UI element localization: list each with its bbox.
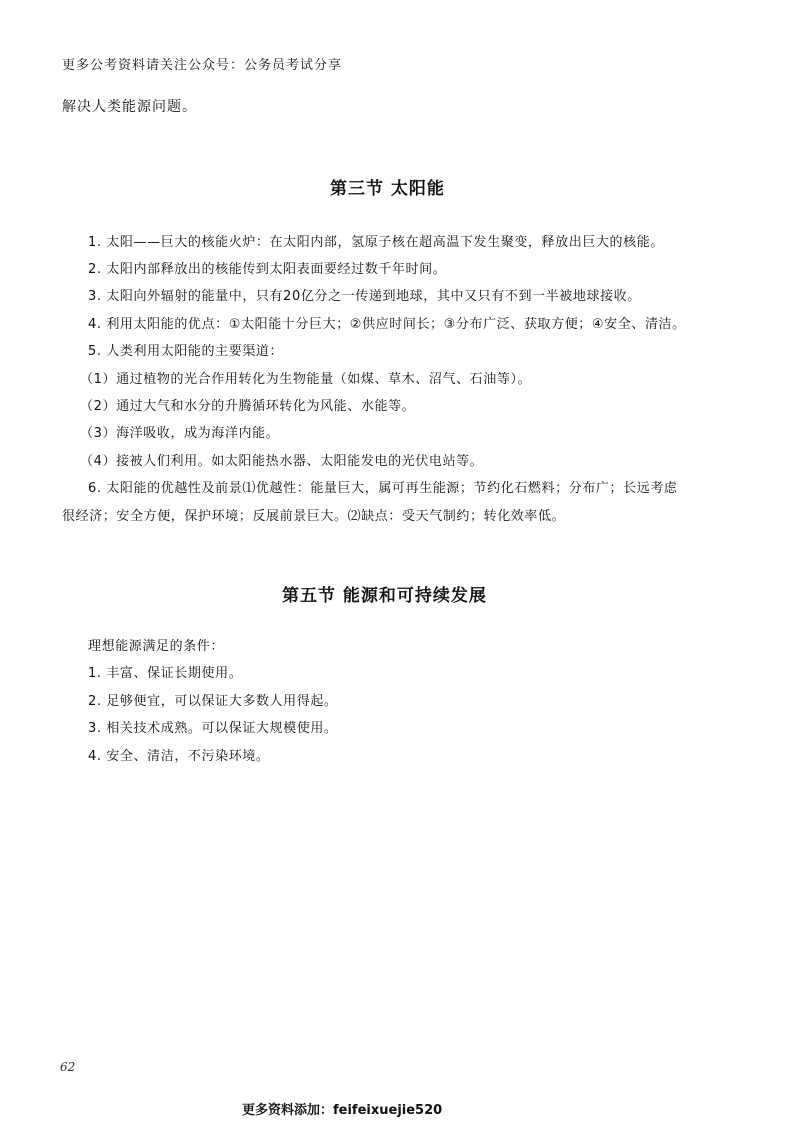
section-title-energy-sustainability: 第五节 能源和可持续发展 xyxy=(282,586,487,606)
paragraph-line: （4）接被人们利用。如太阳能热水器、太阳能发电的光伏电站等。 xyxy=(80,454,484,469)
page-number: 62 xyxy=(60,1060,76,1074)
footer-note: 更多资料添加：feifeixuejie520 xyxy=(242,1103,443,1118)
paragraph-line: 很经济；安全方便，保护环境；反展前景巨大。⑵缺点：受天气制约；转化效率低。 xyxy=(62,509,566,524)
paragraph-line: 3. 太阳向外辐射的能量中，只有20亿分之一传递到地球，其中又只有不到一半被地球接收。 xyxy=(88,289,641,304)
paragraph-line: 2. 足够便宜，可以保证大多数人用得起。 xyxy=(88,694,338,709)
paragraph-line: 6. 太阳能的优越性及前景⑴优越性：能量巨大，属可再生能源；节约化石燃料；分布广；长远考虑 xyxy=(88,481,678,496)
paragraph-line: （1）通过植物的光合作用转化为生物能量（如煤、草木、沼气、石油等）。 xyxy=(80,372,532,387)
paragraph-line: 1. 太阳——巨大的核能火炉：在太阳内部，氢原子核在超高温下发生聚变，释放出巨大的核能。 xyxy=(88,235,664,250)
paragraph-line: （3）海洋吸收，成为海洋内能。 xyxy=(80,426,280,441)
continuation-text: 解决人类能源问题。 xyxy=(62,99,197,115)
paragraph-line: 4. 利用太阳能的优点：①太阳能十分巨大；②供应时间长；③分布广泛、获取方便；④安全、清洁。 xyxy=(88,317,686,332)
section-title-solar-energy: 第三节 太阳能 xyxy=(330,179,445,199)
paragraph-line: （2）通过大气和水分的升腾循环转化为风能、水能等。 xyxy=(80,399,416,414)
header-note: 更多公考资料请关注公众号：公务员考试分享 xyxy=(62,58,343,73)
paragraph-line: 4. 安全、清洁，不污染环境。 xyxy=(88,749,270,764)
paragraph-line: 3. 相关技术成熟。可以保证大规模使用。 xyxy=(88,721,338,736)
paragraph-line: 2. 太阳内部释放出的核能传到太阳表面要经过数千年时间。 xyxy=(88,262,447,277)
paragraph-line: 5. 人类利用太阳能的主要渠道： xyxy=(88,344,284,359)
paragraph-line: 理想能源满足的条件： xyxy=(88,639,225,654)
paragraph-line: 1. 丰富、保证长期使用。 xyxy=(88,666,243,681)
